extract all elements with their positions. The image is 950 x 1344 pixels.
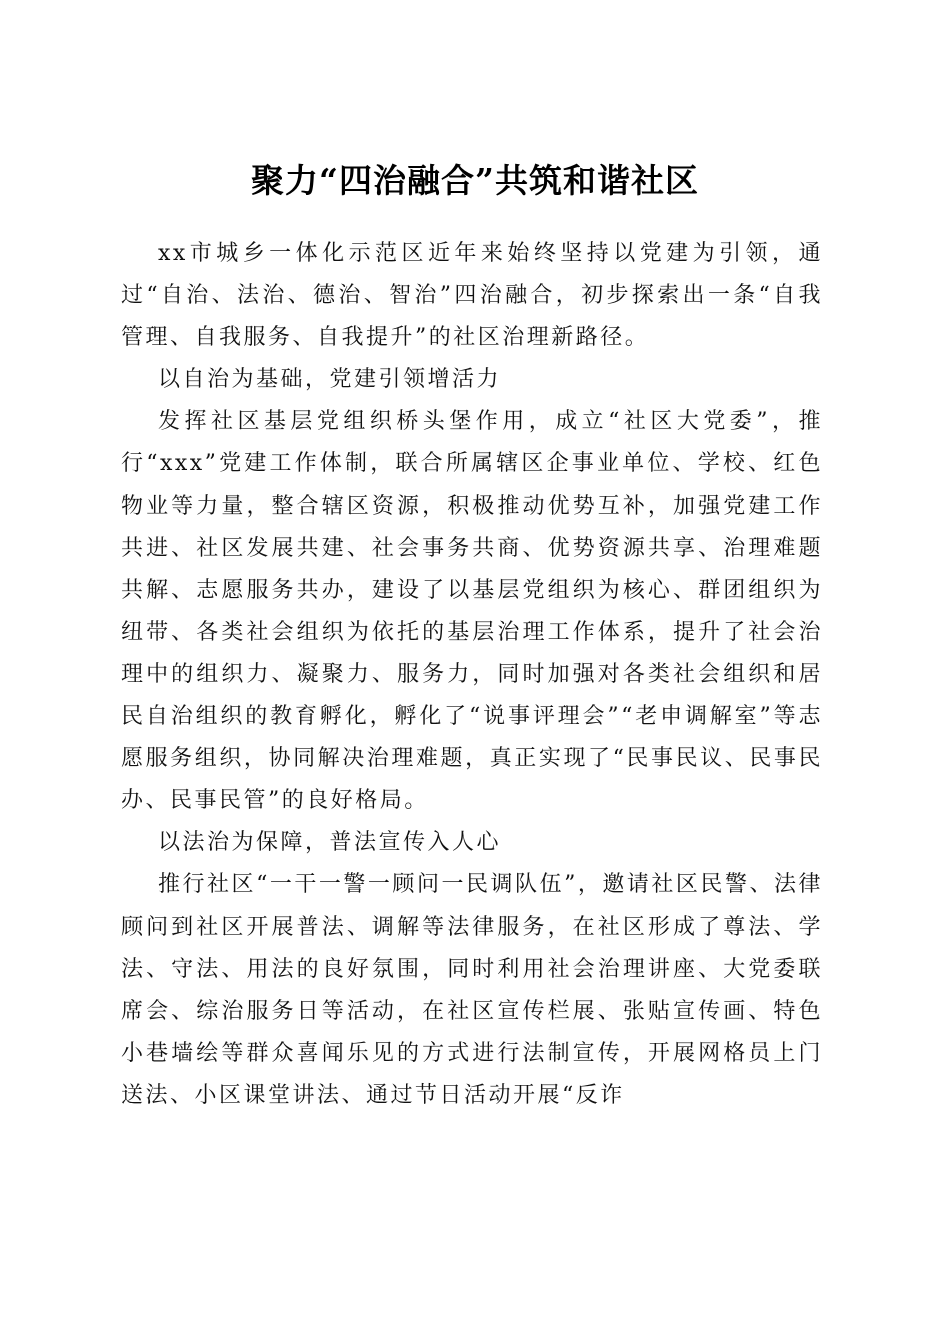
rule-of-law-paragraph: 推行社区“一干一警一顾问一民调队伍”，邀请社区民警、法律顾问到社区开展普法、调解等法律服务，在社区形成了尊法、学法、守法、用法的良好氛围，同时利用社会治理讲座、大党委联席会、综治服务日等活动，在社区宣传栏展、张贴宣传画、特色小巷墙绘等群众喜闻乐见的方式进行法制宣传，开展网格员上门送法、小区课堂讲法、通过节日活动开展“反诈 (121, 872, 823, 1108)
section-heading-rule-of-law: 以法治为保障，普法宣传入人心 (158, 830, 502, 856)
self-governance-paragraph: 发挥社区基层党组织桥头堡作用，成立“社区大党委”，推行“xxx”党建工作体制，联合所属辖区企事业单位、学校、红色物业等力量，整合辖区资源，积极推动优势互补，加强党建工作共进、社区发展共建、社会事务共商、优势资源共享、治理难题共解、志愿服务共办，建设了以基层党组织为核心、群团组织为纽带、各类社会组织为依托的基层治理工作体系，提升了社会治理中的组织力、凝聚力、服务力，同时加强对各类社会组织和居民自治组织的教育孵化，孵化了“说事评理会”“老申调解室”等志愿服务组织，协同解决治理难题，真正实现了“民事民议、民事民办、民事民管”的良好格局。 (121, 409, 823, 814)
section-heading-self-governance: 以自治为基础，党建引领增活力 (158, 367, 502, 393)
document-body (121, 233, 823, 1117)
document-title: 聚力“四治融合”共筑和谐社区 (251, 161, 699, 201)
intro-paragraph: xx市城乡一体化示范区近年来始终坚持以党建为引领，通过“自治、法治、德治、智治”四治融合，初步探索出一条“自我管理、自我服务、自我提升”的社区治理新路径。 (121, 241, 823, 351)
